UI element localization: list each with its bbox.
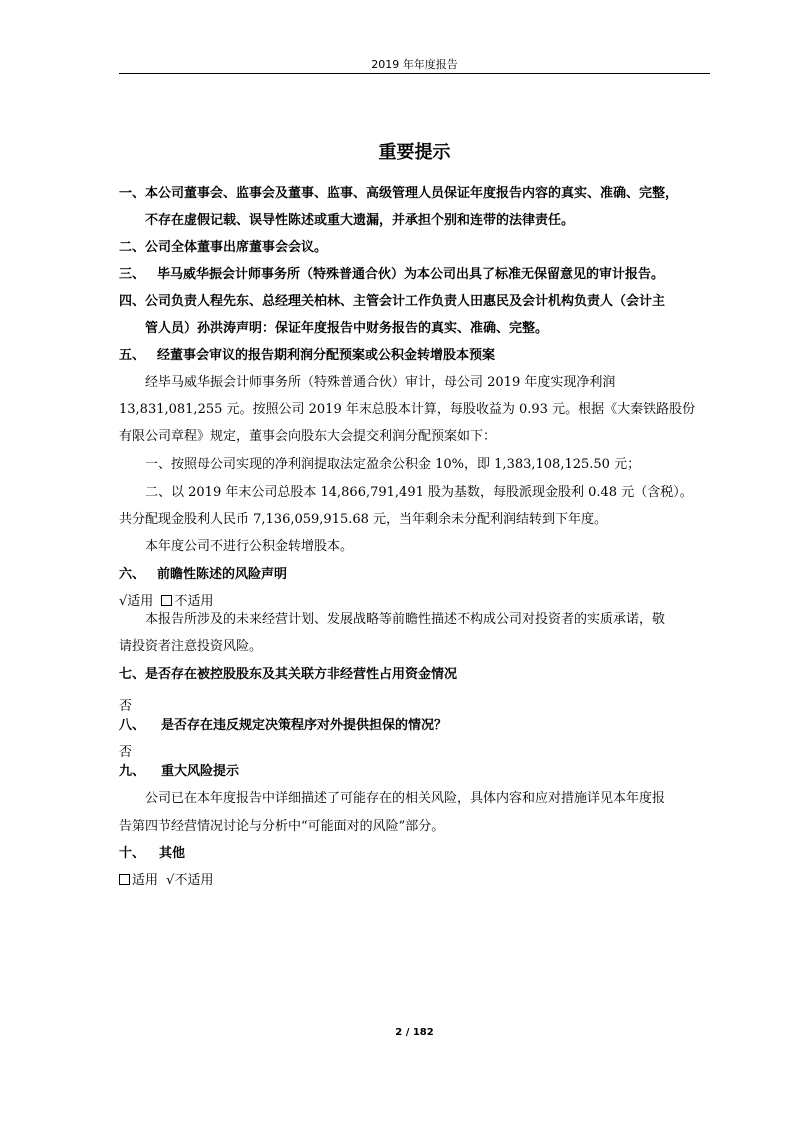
section-5-title: 经董事会审议的报告期利润分配预案或公积金转增股本预案 [157, 348, 496, 363]
section-9-title: 重大风险提示 [161, 764, 240, 779]
section-5-num: 五、 [119, 348, 146, 363]
doc-title: 重要提示 [378, 142, 451, 163]
section-6-options [119, 590, 213, 609]
section-8-num: 八、 [119, 718, 146, 733]
empty-checkbox-icon [161, 595, 172, 606]
section-10-heading [119, 842, 185, 861]
section-10-options [119, 869, 213, 888]
section-2-num: 二、 [119, 240, 146, 255]
section-9-line1: 公司已在本年度报告中详细描述了可能存在的相关风险，具体内容和应对措施详见本年度报 [145, 791, 666, 806]
page-number: 2 / 182 [395, 1027, 434, 1038]
section-4-text: 公司负责人程先东、总经理关柏林、主管会计工作负责人田惠民及会计机构负责人（会计主 [145, 294, 666, 309]
option-apply-label: 适用 [127, 594, 154, 609]
section-5-p1-line2: 13,831,081,255 元。按照公司 2019 年末总股本计算，每股收益为 0.93 元。根据《大秦铁路股份 [119, 402, 696, 417]
section-1-text: 本公司董事会、监事会及董事、监事、高级管理人员保证年度报告内容的真实、准确、完整， [145, 186, 679, 201]
section-5-p1-line3: 有限公司章程》规定，董事会向股东大会提交利润分配预案如下： [119, 429, 497, 444]
option-na-label: 不适用 [174, 594, 214, 609]
section-8-title: 是否存在违反规定决策程序对外提供担保的情况？ [161, 718, 448, 733]
section-9-line2: 告第四节经营情况讨论与分析中“可能面对的风险”部分。 [119, 819, 445, 834]
section-8-answer: 否 [119, 745, 133, 760]
section-7-answer: 否 [119, 699, 133, 714]
header-rule [119, 73, 710, 74]
check-mark-icon: √ [119, 594, 128, 609]
section-1-line1 [119, 182, 678, 201]
empty-checkbox-icon [119, 874, 130, 885]
section-3-num: 三、 [119, 267, 146, 282]
section-5-p4: 本年度公司不进行公积金转增股本。 [145, 539, 354, 554]
section-9-num: 九、 [119, 764, 146, 779]
section-7-title: 是否存在被控股股东及其关联方非经营性占用资金情况 [145, 667, 458, 682]
option-apply-label: 适用 [132, 873, 159, 888]
section-7-heading [119, 663, 457, 682]
section-3-text: 毕马威华振会计师事务所（特殊普通合伙）为本公司出具了标准无保留意见的审计报告。 [157, 267, 665, 282]
option-na-label: 不适用 [174, 873, 214, 888]
section-10-num: 十、 [119, 846, 146, 861]
section-3 [119, 263, 664, 282]
section-4-line1 [119, 290, 665, 309]
section-6-num: 六、 [119, 567, 146, 582]
section-6-line1: 本报告所涉及的未来经营计划、发展战略等前瞻性描述不构成公司对投资者的实质承诺，敬 [145, 612, 666, 627]
section-10-title: 其他 [159, 846, 186, 861]
section-5-p1-line1: 经毕马威华振会计师事务所（特殊普通合伙）审计，母公司 2019 年度实现净利润 [145, 375, 616, 390]
section-2 [119, 236, 327, 255]
section-1-line2: 不存在虚假记载、误导性陈述或重大遗漏，并承担个别和连带的法律责任。 [145, 213, 575, 228]
section-5-p2: 一、按照母公司实现的净利润提取法定盈余公积金 10%，即 1,383,108,125.50 元； [145, 457, 641, 472]
section-5-p3-line2: 共分配现金股利人民币 7,136,059,915.68 元，当年剩余未分配利润结转到下年度。 [119, 512, 608, 527]
page-header: 2019 年年度报告 [371, 58, 458, 71]
section-1-num: 一、 [119, 186, 146, 201]
section-6-line2: 请投资者注意投资风险。 [119, 639, 263, 654]
section-2-text: 公司全体董事出席董事会会议。 [145, 240, 328, 255]
section-6-title: 前瞻性陈述的风险声明 [157, 567, 288, 582]
section-5-p3-line1: 二、以 2019 年末公司总股本 14,866,791,491 股为基数，每股派现金股利 0.48 元（含税）。 [145, 485, 693, 500]
section-9-heading [119, 760, 239, 779]
section-6-heading [119, 563, 287, 582]
section-8-heading [119, 714, 447, 733]
check-mark-icon: √ [166, 873, 175, 888]
section-7-num: 七、 [119, 667, 146, 682]
section-4-line2: 管人员）孙洪涛声明：保证年度报告中财务报告的真实、准确、完整。 [145, 321, 549, 336]
section-5-heading [119, 344, 495, 363]
section-4-num: 四、 [119, 294, 146, 309]
